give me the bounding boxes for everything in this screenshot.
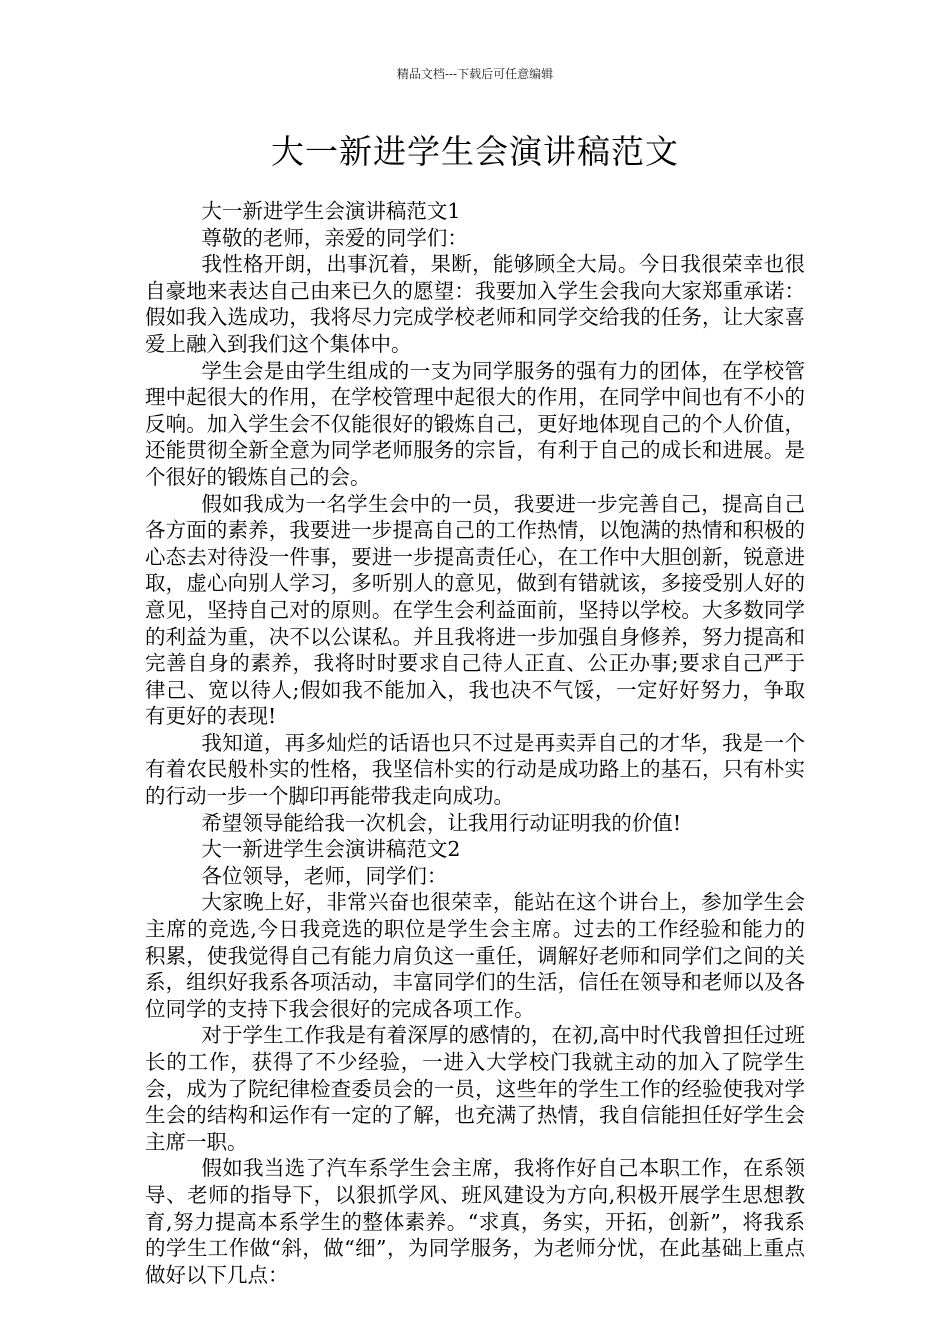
document-body (145, 198, 805, 1288)
body-paragraph: 我性格开朗，出事沉着，果断，能够顾全大局。今日我很荣幸也很自豪地来表达自己由来已久的愿望：我要加入学生会我向大家郑重承诺：假如我入选成功，我将尽力完成学校老师和同学交给我的任务，让大家喜爱上融入到我们这个集体中。 (145, 252, 805, 356)
body-paragraph: 学生会是由学生组成的一支为同学服务的强有力的团体，在学校管理中起很大的作用，在学校管理中起很大的作用，在同学中间也有不小的反响。加入学生会不仅能很好的锻炼自己，更好地体现自己的个人价值，还能贯彻全新全意为同学老师服务的宗旨，有利于自己的成长和进展。是个很好的锻炼自己的会。 (145, 358, 805, 489)
header-note: 精品文档---下载后可任意编辑 (396, 67, 554, 81)
body-paragraph: 我知道，再多灿烂的话语也只不过是再卖弄自己的才华，我是一个有着农民般朴实的性格，我坚信朴实的行动是成功路上的基石，只有朴实的行动一步一个脚印再能带我走向成功。 (145, 730, 805, 809)
page-title: 大一新进学生会演讲稿范文 (271, 132, 679, 171)
salutation-1: 尊敬的老师，亲爱的同学们： (201, 225, 468, 250)
section-heading-1: 大一新进学生会演讲稿范文1 (201, 199, 461, 223)
body-paragraph: 假如我成为一名学生会中的一员，我要进一步完善自己，提高自己各方面的素养，我要进一步提高自己的工作热情，以饱满的热情和积极的心态去对待没一件事，要进一步提高责任心，在工作中大胆创新，锐意进取，虚心向别人学习，多听别人的意见，做到有错就该，多接受别人好的意见，坚持自己对的原则。在学生会利益面前，坚持以学校。大多数同学的利益为重，决不以公谋私。并且我将进一步加强自身修养，努力提高和完善自身的素养，我将时时要求自己待人正直、公正办事;要求自己严于律己、宽以待人;假如我不能加入，我也决不气馁，一定好好努力，争取有更好的表现! (145, 491, 805, 729)
section-heading-2: 大一新进学生会演讲稿范文2 (201, 837, 461, 862)
salutation-2: 各位领导，老师，同学们： (201, 863, 448, 888)
body-paragraph: 大家晚上好，非常兴奋也很荣幸，能站在这个讲台上，参加学生会主席的竞选,今日我竞选的职位是学生会主席。过去的工作经验和能力的积累，使我觉得自己有能力肩负这一重任，调解好老师和同学们之间的关系，组织好我系各项活动，丰富同学们的生活，信任在领导和老师以及各位同学的支持下我会很好的完成各项工作。 (145, 890, 805, 1021)
body-paragraph: 希望领导能给我一次机会，让我用行动证明我的价值! (201, 810, 682, 835)
body-paragraph: 假如我当选了汽车系学生会主席，我将作好自己本职工作，在系领导、老师的指导下，以狠抓学风、班风建设为方向,积极开展学生思想教育,努力提高本系学生的整体素养。“求真，务实，开拓，创新”，将我系的学生工作做“斜，做“细”，为同学服务，为老师分忧，在此基础上重点做好以下几点： (145, 1156, 805, 1287)
body-paragraph: 对于学生工作我是有着深厚的感情的，在初,高中时代我曾担任过班长的工作，获得了不少经验，一进入大学校门我就主动的加入了院学生会，成为了院纪律检查委员会的一员，这些年的学生工作的经验使我对学生会的结构和运作有一定的了解，也充满了热情，我自信能担任好学生会主席一职。 (145, 1023, 805, 1154)
